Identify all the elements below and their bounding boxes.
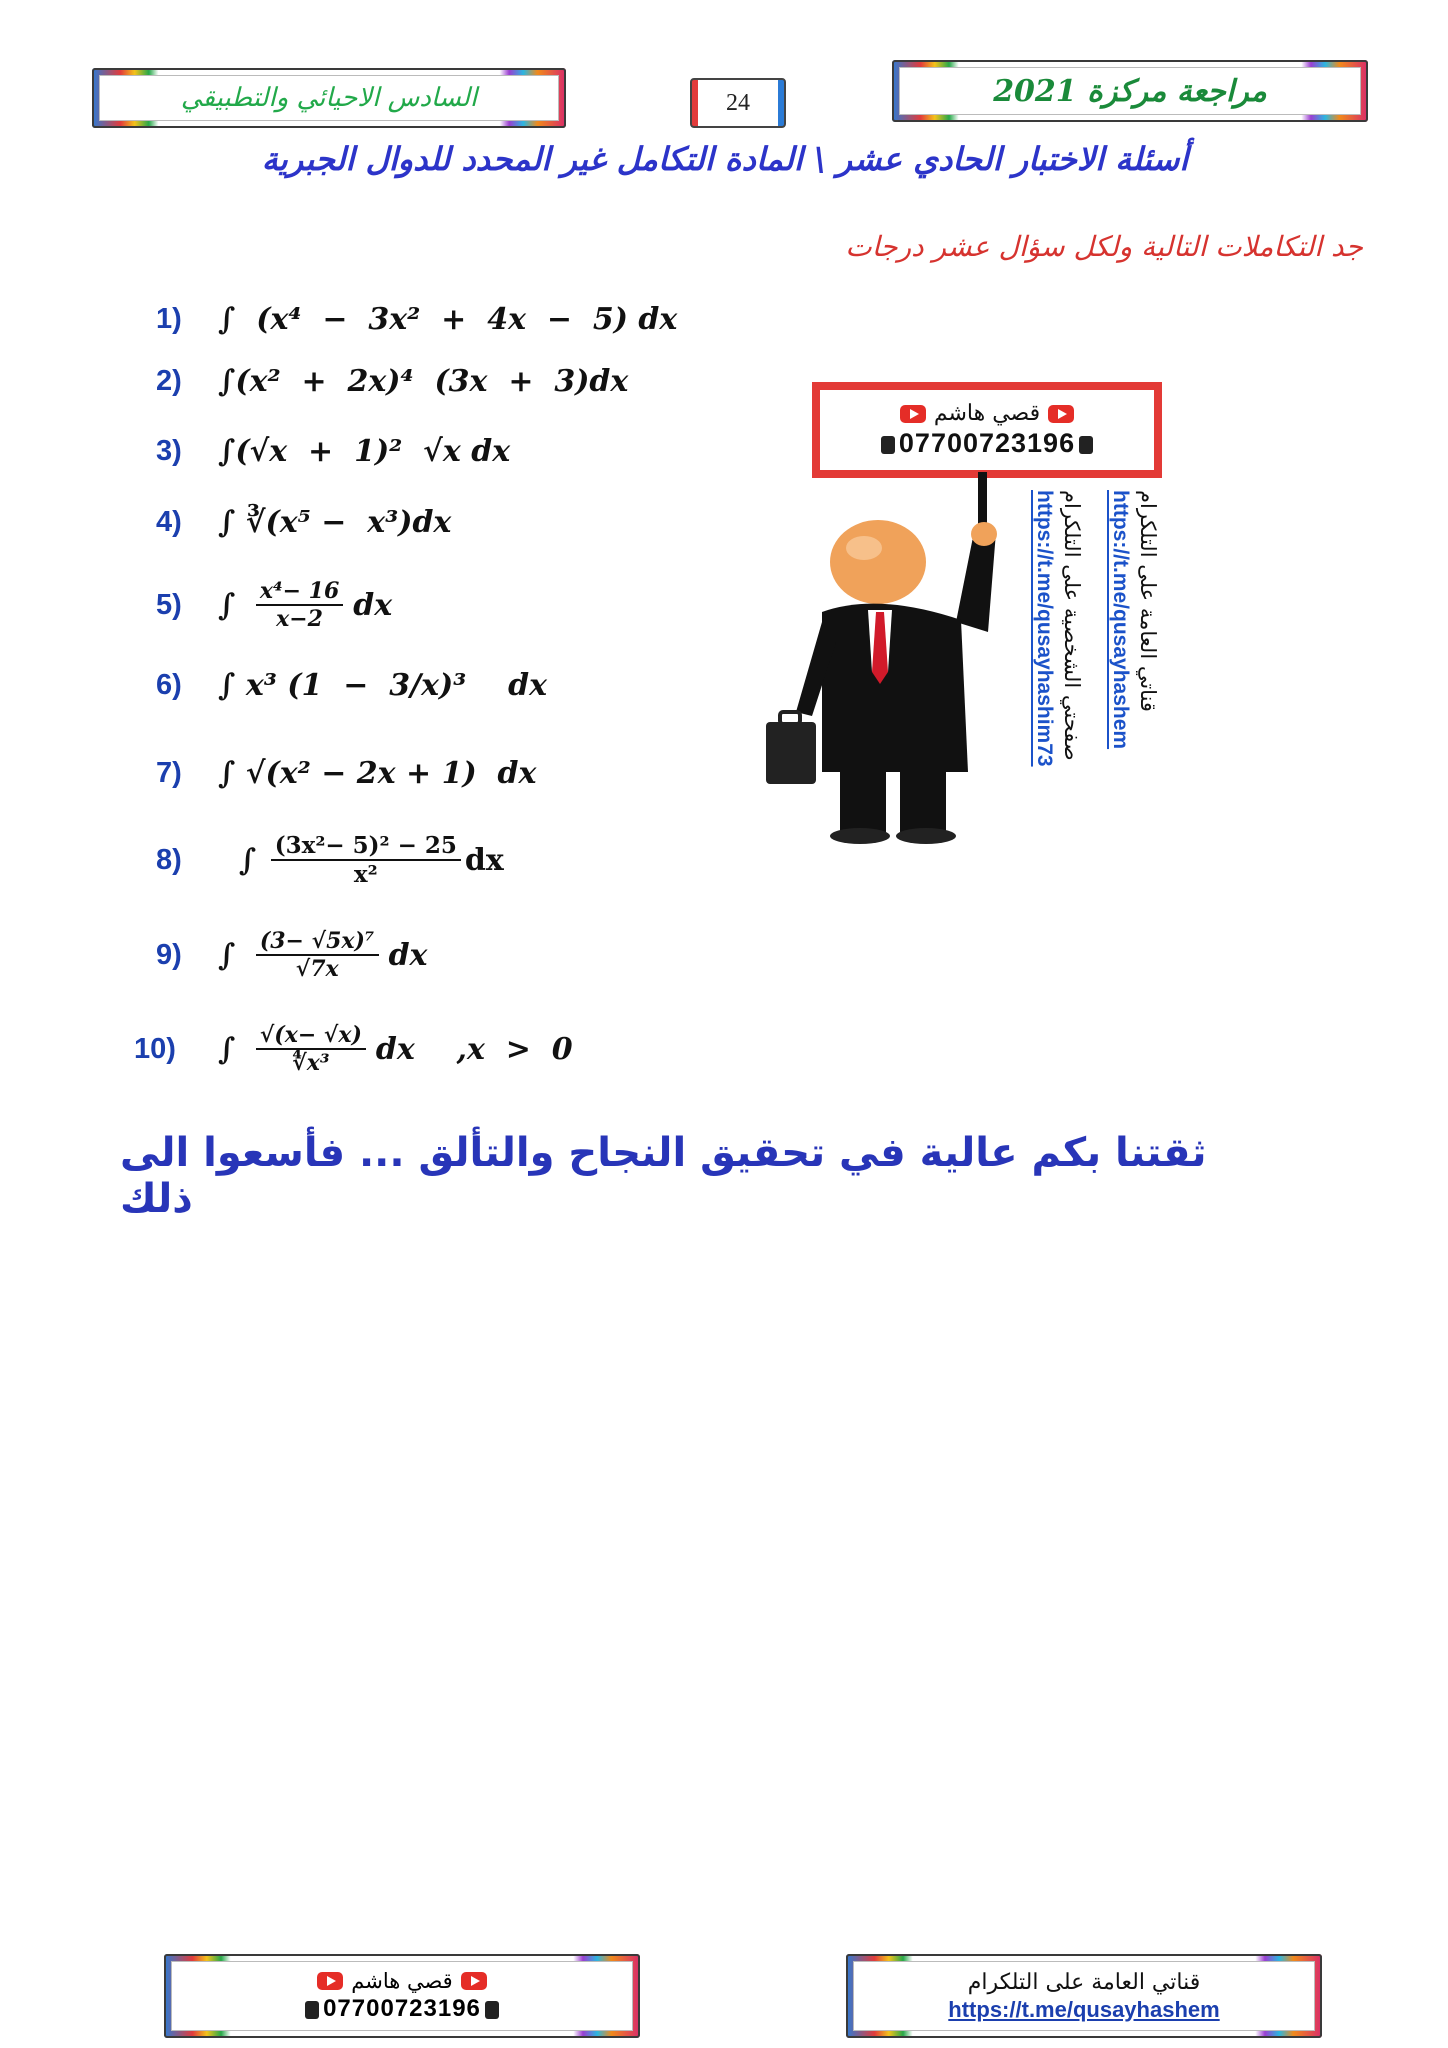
fraction-numerator: (3− √5x)⁷ xyxy=(256,928,379,956)
youtube-icon xyxy=(317,1972,343,1990)
footer-name: قصي هاشم xyxy=(351,1969,453,1993)
question-9 xyxy=(156,928,427,982)
page-title: أسئلة الاختبار الحادي عشر \ المادة التكامل غير المحدد للدوال الجبرية xyxy=(261,140,1189,178)
fraction-denominator: x−2 xyxy=(276,606,323,632)
fraction-denominator: x² xyxy=(353,861,378,888)
sign-name: قصي هاشم xyxy=(933,401,1041,426)
left-shoe xyxy=(830,828,890,844)
youtube-icon xyxy=(900,405,926,423)
fraction xyxy=(256,928,379,982)
left-leg xyxy=(840,772,886,832)
integral-sign: ∫ xyxy=(218,937,246,973)
contact-sign xyxy=(812,382,1162,478)
briefcase xyxy=(766,722,816,784)
fraction xyxy=(256,1022,366,1076)
question-number: 4) xyxy=(156,506,182,538)
page-number: 24 xyxy=(690,78,786,128)
question-expression: ∫ (x⁴ − 3x² + 4x − 5) dx xyxy=(218,302,678,337)
raised-arm xyxy=(956,532,996,632)
integral-sign: ∫ xyxy=(218,587,246,623)
channel-label: قناتي العامة على التلكرام xyxy=(1136,490,1160,712)
header-right-banner xyxy=(892,60,1368,122)
businessman-illustration xyxy=(756,472,1076,852)
fraction xyxy=(271,832,461,888)
hand xyxy=(971,522,997,546)
question-number: 1) xyxy=(156,303,182,335)
question-3 xyxy=(156,434,510,469)
footer-phone-row xyxy=(301,1995,503,2023)
integral-sign: ∫ xyxy=(218,1031,246,1067)
question-expression: ∫ ∛(x⁵ − x³)dx xyxy=(218,505,452,540)
question-expression: ∫ x³ (1 − 3/x)³ dx xyxy=(218,668,547,703)
fraction-numerator: √(x− √x) xyxy=(256,1022,366,1050)
differential: dx ,x > 0 xyxy=(375,1031,573,1067)
footer-name-row xyxy=(317,1969,486,1993)
youtube-icon xyxy=(461,1972,487,1990)
footer-channel-banner xyxy=(846,1954,1322,2038)
question-number: 8) xyxy=(156,843,182,876)
motivational-slogan: ثقتنا بكم عالية في تحقيق النجاح والتألق ... فأسعوا الى ذلك xyxy=(120,1130,1207,1222)
mascot-figure xyxy=(756,372,1196,852)
question-8 xyxy=(156,832,504,888)
integral-sign: ∫ xyxy=(218,842,267,878)
footer-channel-link[interactable]: https://t.me/qusayhashem xyxy=(948,1996,1220,2022)
footer-channel-label: قناتي العامة على التلكرام xyxy=(967,1969,1201,1995)
footer-contact-banner xyxy=(164,1954,640,2038)
sign-phone-row xyxy=(877,428,1097,459)
youtube-icon xyxy=(1048,405,1074,423)
page-link[interactable]: https://t.me/qusayhashim73 xyxy=(1033,490,1056,767)
question-5 xyxy=(156,578,392,632)
briefcase-handle xyxy=(780,712,800,724)
page-label: صفحتي الشخصية على التلكرام xyxy=(1060,490,1084,761)
right-leg xyxy=(900,772,946,832)
differential: dx xyxy=(353,587,393,623)
sign-name-row xyxy=(900,401,1074,426)
question-expression: ∫ √(x² − 2x + 1) dx xyxy=(218,756,537,791)
question-number: 5) xyxy=(156,588,182,621)
question-10 xyxy=(134,1022,573,1076)
fraction xyxy=(256,578,343,632)
grade-label: السادس الاحيائي والتطبيقي xyxy=(99,75,559,121)
fraction-denominator: ∜x³ xyxy=(292,1050,330,1076)
fraction-numerator: x⁴− 16 xyxy=(256,578,343,606)
question-number: 10) xyxy=(134,1032,176,1065)
suit-jacket xyxy=(822,604,968,772)
question-7 xyxy=(156,756,536,791)
question-number: 2) xyxy=(156,365,182,397)
question-4 xyxy=(156,505,451,540)
question-number: 6) xyxy=(156,669,182,701)
footer-phone: 07700723196 xyxy=(323,1995,481,2022)
differential: dx xyxy=(464,842,504,878)
question-expression: ∫(x² + 2x)⁴ (3x + 3)dx xyxy=(218,364,629,399)
differential: dx xyxy=(388,937,428,973)
question-2 xyxy=(156,364,628,399)
question-1 xyxy=(156,302,677,337)
header-left-banner xyxy=(92,68,566,128)
question-6 xyxy=(156,668,547,703)
question-number: 3) xyxy=(156,435,182,467)
sign-phone: 07700723196 xyxy=(898,428,1076,458)
fraction-numerator: (3x²− 5)² − 25 xyxy=(271,832,461,861)
phone-icon xyxy=(305,2001,319,2019)
head-highlight xyxy=(846,536,882,560)
instruction-text: جد التكاملات التالية ولكل سؤال عشر درجات xyxy=(845,230,1363,263)
review-label: مراجعة مركزة 2021 xyxy=(899,67,1361,115)
phone-icon xyxy=(881,436,895,454)
phone-icon xyxy=(485,2001,499,2019)
head xyxy=(830,520,926,604)
question-number: 7) xyxy=(156,757,182,789)
channel-link[interactable]: https://t.me/qusayhashem xyxy=(1109,490,1132,750)
phone-icon xyxy=(1079,436,1093,454)
question-expression: ∫(√x + 1)² √x dx xyxy=(218,434,511,469)
question-number: 9) xyxy=(156,938,182,971)
fraction-denominator: √7x xyxy=(295,956,339,982)
right-shoe xyxy=(896,828,956,844)
